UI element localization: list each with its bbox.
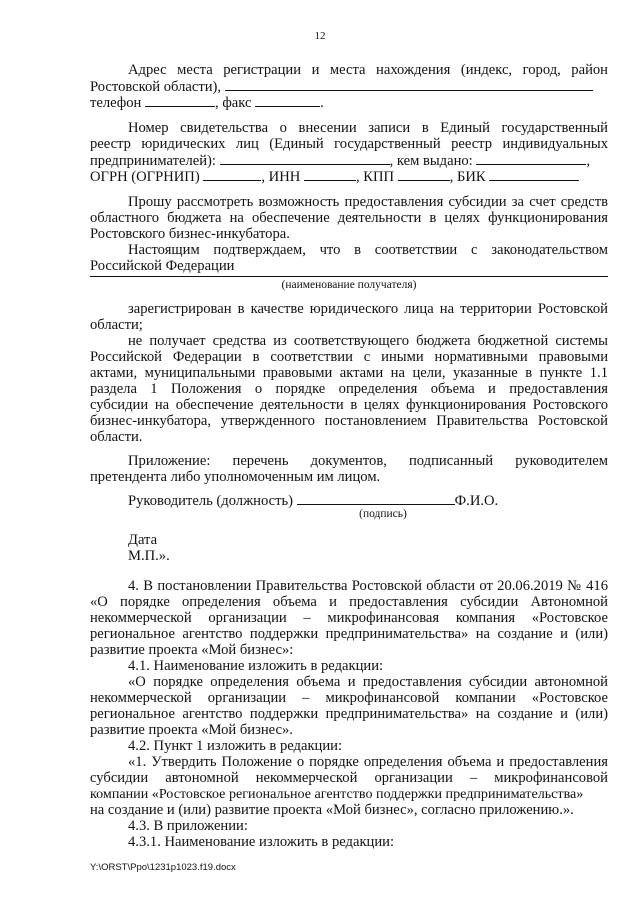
text-line: некоммерческой организации – микрофинансовой компании «Ростовское <box>90 690 608 706</box>
text-line: «О порядке определения объема и предоставления субсидии Автономной <box>90 594 608 610</box>
text-line: Приложение: перечень документов, подписанный руководителем <box>128 453 608 469</box>
text-line: региональное агентство поддержки предпринимательства» на создание и (или) <box>90 706 608 722</box>
text-line: субсидии автономной некоммерческой организации – микрофинансовой <box>90 770 608 786</box>
text-fragment: , <box>586 153 591 169</box>
text-fragment: . <box>320 95 324 111</box>
text-line: Настоящим подтверждаем, что в соответствии с законодательством <box>128 242 608 258</box>
text-line: 4.2. Пункт 1 изложить в редакции: <box>128 738 343 754</box>
text-line: М.П.». <box>128 548 170 564</box>
text-line: Дата <box>128 532 158 548</box>
recipient-caption: (наименование получателя) <box>281 279 417 291</box>
text-line: зарегистрирован в качестве юридического лица на территории Ростовской <box>128 301 608 317</box>
text-line: 4.1. Наименование изложить в редакции: <box>128 658 384 674</box>
text-line: на создание и (или) развитие проекта «Мой бизнес», согласно приложению.». <box>90 802 574 818</box>
blank-field <box>398 168 450 181</box>
text-fragment: Ф.И.О. <box>454 493 499 509</box>
text-line: не получает средства из соответствующего бюджета бюджетной системы <box>128 333 608 349</box>
text-line: развитие проекта «Мой бизнес». <box>90 722 293 738</box>
text-line: областного бюджета на обеспечение деятельности в целях функционирования <box>90 210 608 226</box>
text-line: актами, муниципальными правовыми актами на цели, указанные в пункте 1.1 <box>90 365 608 381</box>
text-line: области; <box>90 317 143 333</box>
file-path-footer: Y:\ORST\Ppo\1231p1023.f19.docx <box>90 862 236 873</box>
text-line: 4. В постановлении Правительства Ростовской области от 20.06.2019 № 416 <box>128 578 608 594</box>
text-fragment: Ростовской области), <box>90 79 222 95</box>
text-line: бизнес-инкубатора, утвержденного постановлением Правительства Ростовской <box>90 413 608 429</box>
text-line: области. <box>90 429 143 445</box>
text-line: компании «Ростовское региональное агентство поддержки предпринимательства» <box>90 786 584 802</box>
text-line: некоммерческой организации – микрофинансовая компания «Ростовское <box>90 610 608 626</box>
text-line <box>90 152 608 169</box>
text-fragment: ОГРН (ОГРНИП) <box>90 169 200 185</box>
text-line: региональное агентство поддержки предпринимательства» на создание и (или) <box>90 626 608 642</box>
text-line: «О порядке определения объема и предоставления субсидии автономной <box>128 674 608 690</box>
text-line: 4.3.1. Наименование изложить в редакции: <box>128 834 395 850</box>
recipient-name-line <box>90 276 608 277</box>
signature-line <box>297 492 455 505</box>
blank-field <box>220 152 390 165</box>
text-line: Российской Федерации в соответствии с иными нормативными правовыми <box>90 349 608 365</box>
text-line: реестр юридических лиц (Единый государственный реестр индивидуальных <box>90 136 608 152</box>
text-fragment: телефон <box>90 95 142 111</box>
text-line: субсидии на обеспечение деятельности в целях функционирования Ростовского <box>90 397 608 413</box>
text-fragment: , БИК <box>449 169 486 185</box>
text-line: «1. Утвердить Положение о порядке определения объема и предоставления <box>128 754 608 770</box>
text-line <box>90 78 608 95</box>
text-fragment: , ИНН <box>261 169 301 185</box>
text-line <box>128 492 608 509</box>
text-fragment: , факс <box>215 95 252 111</box>
blank-field <box>203 168 261 181</box>
signature-caption: (подпись) <box>359 508 407 520</box>
text-fragment: предпринимателей): <box>90 153 216 169</box>
text-fragment: , кем выдано: <box>389 153 473 169</box>
text-line: Прошу рассмотреть возможность предоставления субсидии за счет средств <box>128 194 608 210</box>
blank-field <box>145 94 215 107</box>
text-line: Номер свидетельства о внесении записи в Единый государственный <box>128 120 608 136</box>
blank-field <box>225 78 593 91</box>
text-line: 4.3. В приложении: <box>128 818 248 834</box>
blank-field <box>476 152 586 165</box>
text-line <box>90 94 608 111</box>
text-fragment: , КПП <box>355 169 395 185</box>
page-number: 12 <box>314 30 326 42</box>
blank-field <box>255 94 320 107</box>
text-line: развитие проекта «Мой бизнес»: <box>90 642 294 658</box>
text-line: раздела 1 Положения о порядке определения объема и предоставления <box>90 381 608 397</box>
blank-field <box>489 168 579 181</box>
text-line <box>90 168 608 185</box>
text-line: Адрес места регистрации и места нахождения (индекс, город, район <box>128 62 608 78</box>
blank-field <box>304 168 356 181</box>
text-line: Российской Федерации <box>90 258 235 274</box>
text-line: претендента либо уполномоченным им лицом. <box>90 469 381 485</box>
text-fragment: Руководитель (должность) <box>128 493 293 509</box>
text-line: Ростовского бизнес-инкубатора. <box>90 226 290 242</box>
